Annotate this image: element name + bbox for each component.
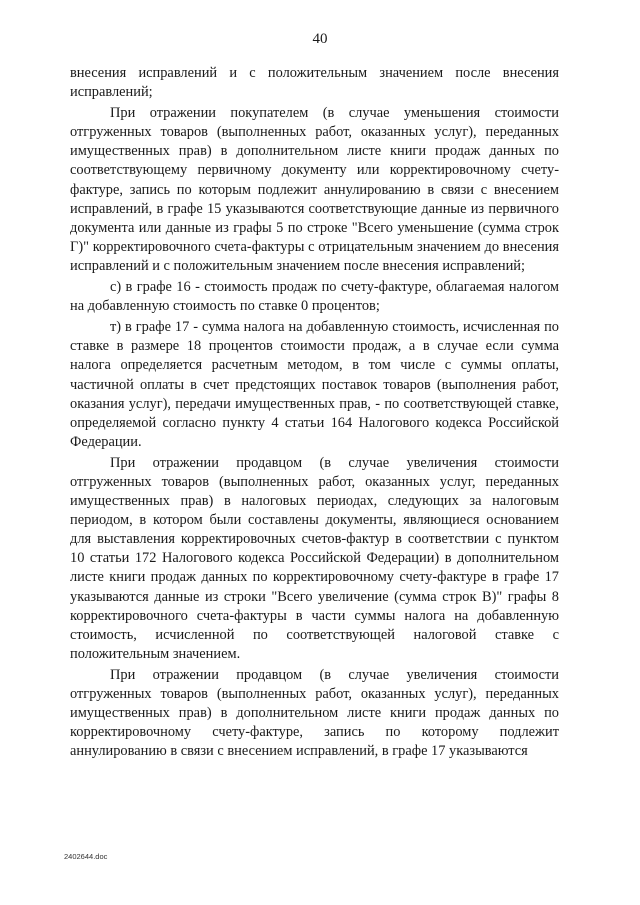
paragraph: т) в графе 17 - сумма налога на добавленную стоимость, исчисленная по ставке в размере 18 процентов стоимости продаж, а в случае если сумма налога определяется расчетным методом, в том числе с суммы оплаты, частичной оплаты в счет предстоящих поставок товаров (выполнения работ, оказания услуг), передачи имущественных прав, - по соответствующей ставке, определяемой согласно пункту 4 статьи 164 Налогового кодекса Российской Федерации.: [70, 319, 559, 450]
document-body: [70, 64, 559, 761]
document-filename: 2402644.doc: [64, 852, 108, 861]
paragraph: с) в графе 16 - стоимость продаж по счету-фактуре, облагаемая налогом на добавленную стоимость по ставке 0 процентов;: [70, 279, 559, 315]
paragraph: При отражении продавцом (в случае увеличения стоимости отгруженных товаров (выполненных работ, оказанных услуг), переданных имущественных прав) в дополнительном листе книги продаж данных по корректировочному счету-фактуре, запись по которому подлежит аннулированию в связи с внесением исправлений, в графе 17 указываются: [70, 666, 559, 760]
paragraph: При отражении покупателем (в случае уменьшения стоимости отгруженных товаров (выполненных работ, оказанных услуг), переданных имущественных прав) в дополнительном листе книги продаж данных по соответствующему первичному документу или корректировочному счету-фактуре, запись по которым подлежит аннулированию в связи с внесением исправлений, в графе 15 указываются соответствующие данные из первичного документа или данные из графы 5 по строке "Всего уменьшение (сумма строк Г)" корректировочного счета-фактуры с отрицательным значением до внесения исправлений и с положительным значением после внесения исправлений;: [70, 105, 559, 274]
paragraph-continuation: внесения исправлений и с положительным значением после внесения исправлений;: [70, 65, 559, 101]
page-number: 40: [312, 31, 328, 47]
paragraph: При отражении продавцом (в случае увеличения стоимости отгруженных товаров (выполненных работ, оказанных услуг, переданных имущественных прав) в налоговых периодах, следующих за налоговым периодом, в котором были составлены документы, являющиеся основанием для выставления корректировочных счетов-фактур в соответствии с пунктом 10 статьи 172 Налогового кодекса Российской Федерации) в дополнительном листе книги продаж данных по корректировочному счету-фактуре в графе 17 указываются данные из строки "Всего увеличение (сумма строк В)" графы 8 корректировочного счета-фактуры в части суммы налога на добавленную стоимость, исчисленной по соответствующей налоговой ставке с положительным значением.: [70, 454, 559, 662]
